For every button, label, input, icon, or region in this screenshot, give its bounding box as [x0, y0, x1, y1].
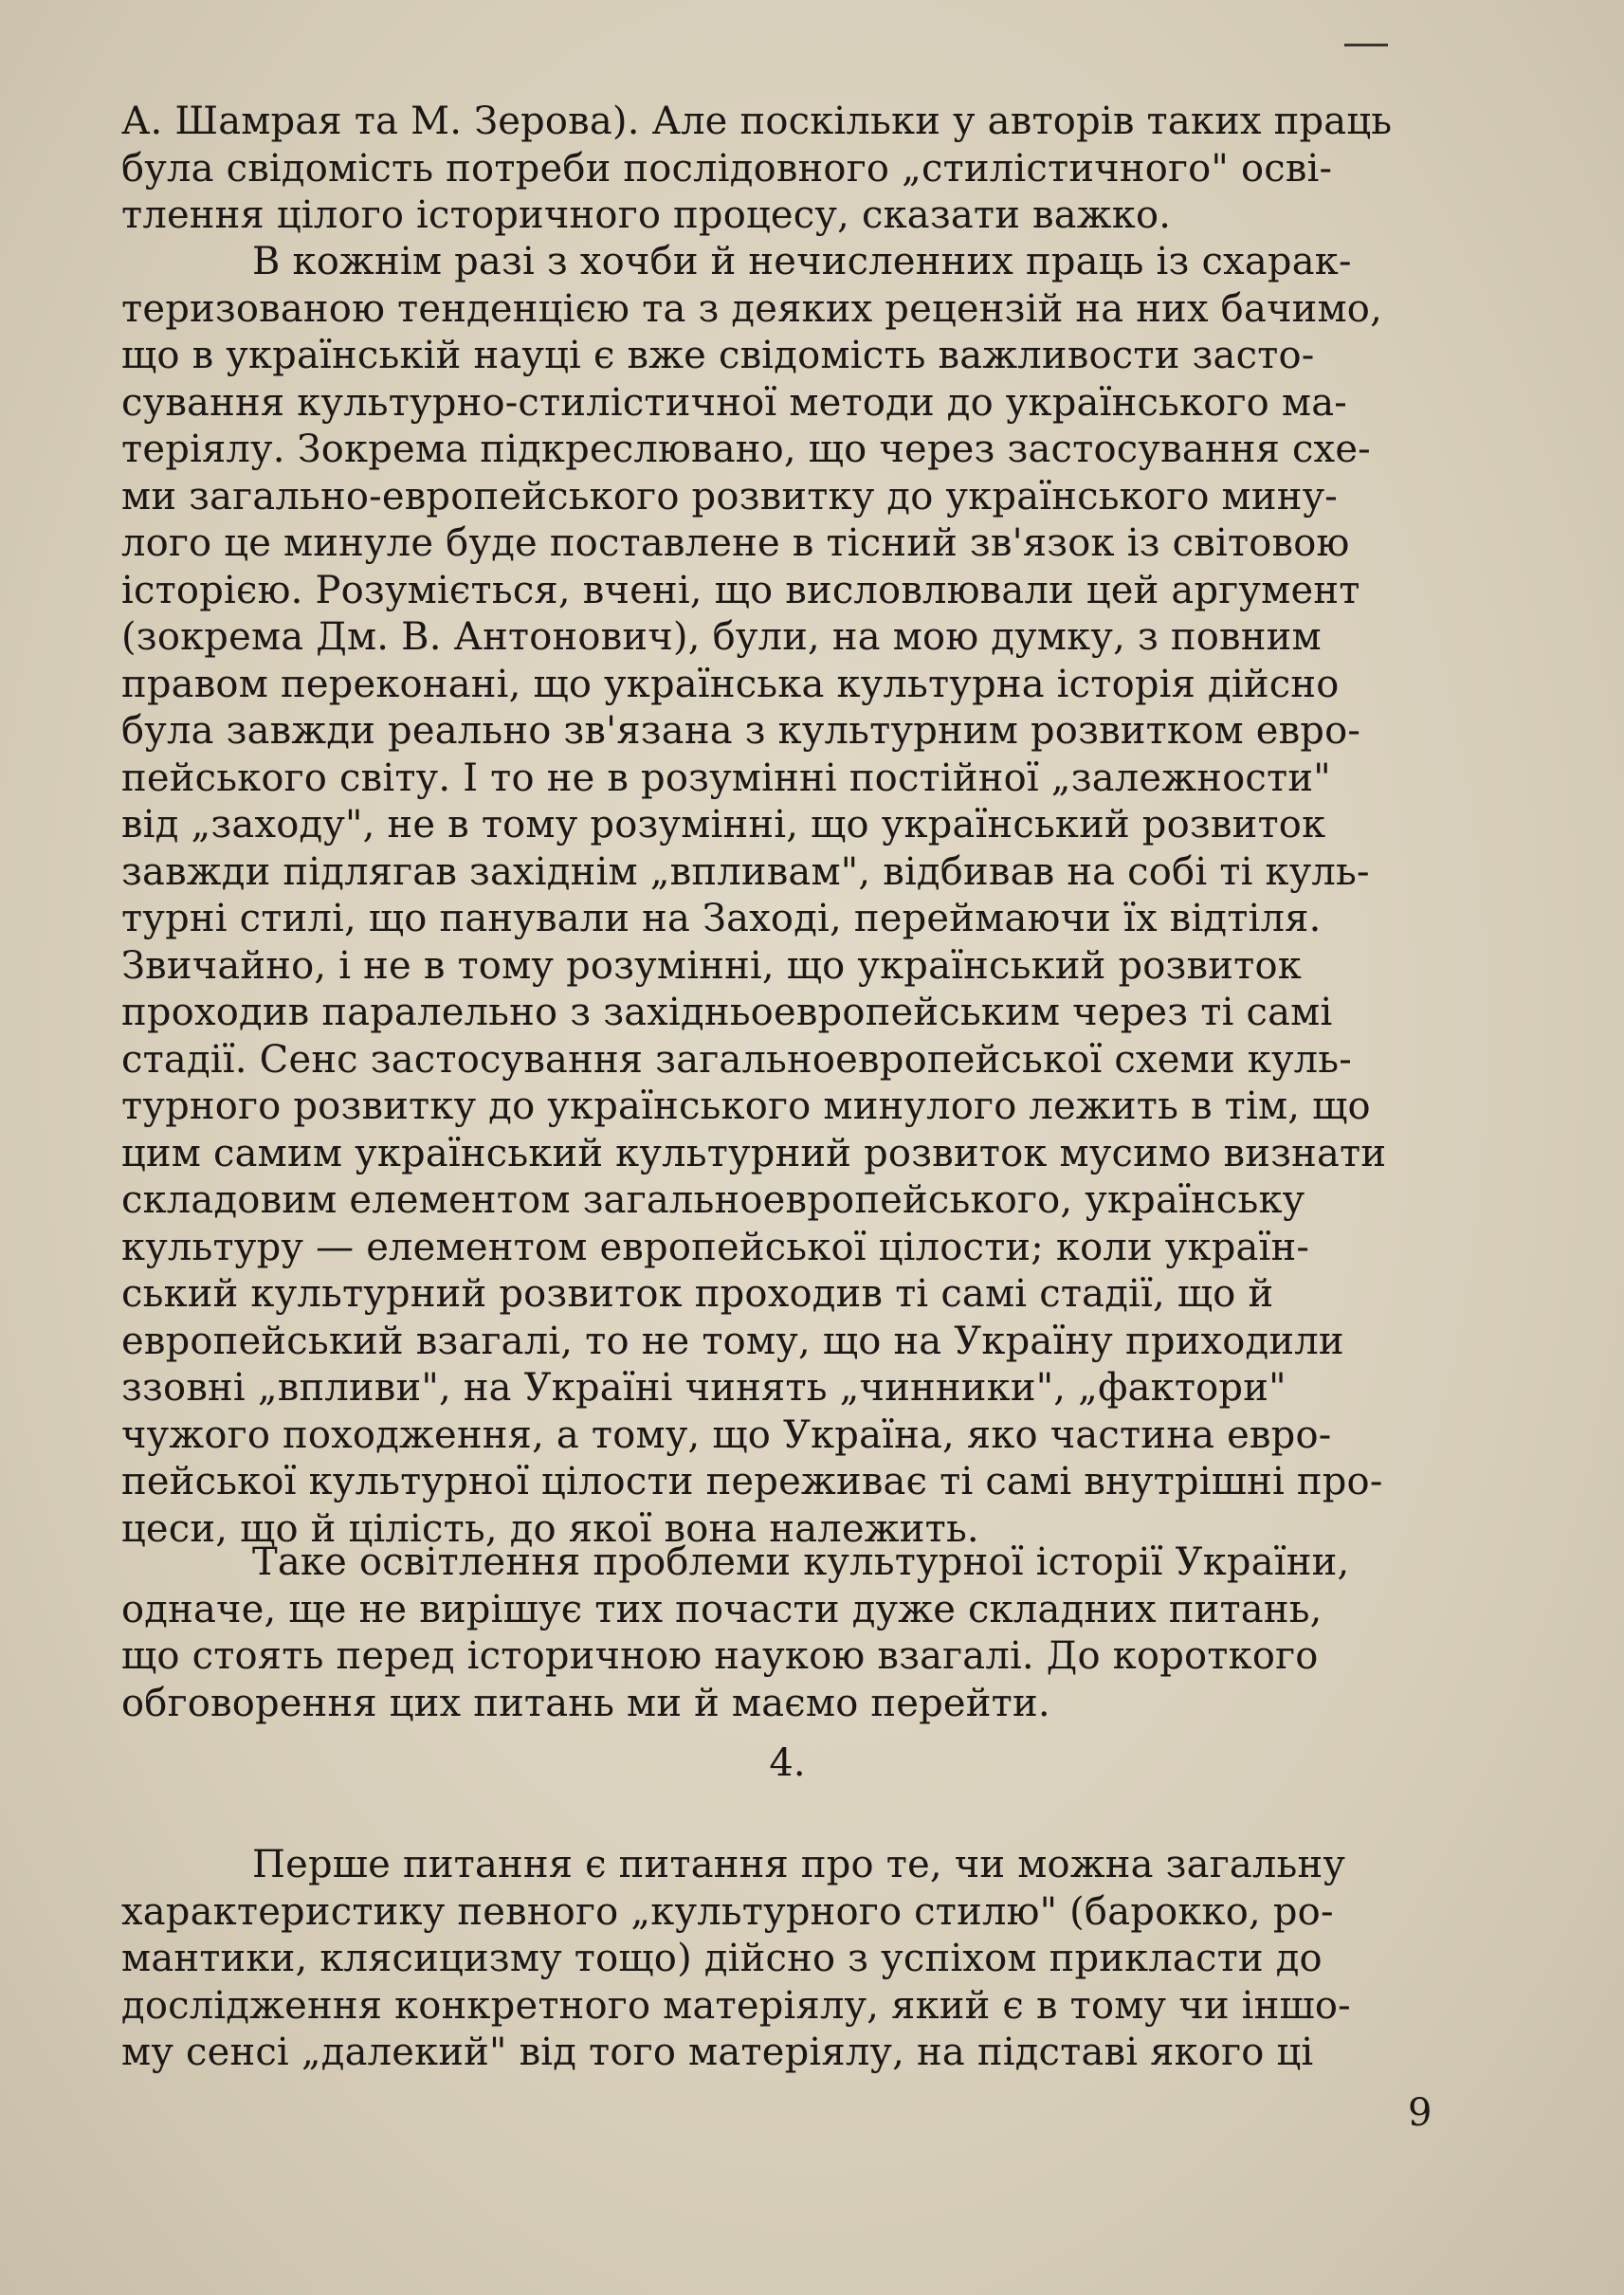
text-line: ми загально-европейського розвитку до українського мину-: [121, 474, 1339, 519]
text-line: тлення цілого історичного процесу, сказати важко.: [121, 193, 1172, 237]
text-line: европейський взагалі, то не тому, що на Україну приходили: [121, 1319, 1344, 1363]
text-line: обговорення цих питань ми й маємо перейти.: [121, 1681, 1050, 1725]
paragraph-3: [121, 1539, 1453, 1727]
text-line: чужого походження, а тому, що Україна, яко частина евро-: [121, 1412, 1332, 1457]
text-line: що в українській науці є вже свідомість важливости засто-: [121, 334, 1315, 377]
text-line: цеси, що й цілість, до якої вона належить.: [121, 1506, 979, 1551]
paragraph-2: [121, 239, 1453, 1553]
text-line: була завжди реально зв'язана з культурним розвитком евро-: [121, 709, 1361, 753]
text-line: А. Шамрая та М. Зерова). Але поскільки у авторів таких праць: [121, 100, 1393, 143]
text-line: му сенсі „далекий" від того матеріялу, на підставі якого ці: [121, 2031, 1314, 2074]
text-line: що стоять перед історичною наукою взагалі. До короткого: [121, 1634, 1319, 1678]
text-line: турного розвитку до українського минулого лежить в тім, що: [121, 1084, 1371, 1128]
corner-mark: [1344, 44, 1388, 46]
page-number: 9: [1408, 2091, 1432, 2135]
text-line: культуру — елементом европейської цілости; коли україн-: [121, 1225, 1310, 1269]
text-line: завжди підлягав західнім „впливам", відбивав на собі ті куль-: [121, 849, 1370, 894]
text-line: теризованою тенденцією та з деяких рецензій на них бачимо,: [121, 286, 1383, 331]
paragraph-1: [121, 99, 1453, 240]
text-line: (зокрема Дм. В. Антонович), були, на мою думку, з повним: [121, 615, 1322, 659]
text-line: одначе, ще не вирішує тих почасти дуже складних питань,: [121, 1587, 1323, 1631]
text-line: характеристику певного „культурного стилю" (барокко, ро-: [121, 1889, 1334, 1934]
text-line: турні стилі, що панували на Заході, переймаючи їх відтіля.: [121, 897, 1322, 940]
section-number: 4.: [769, 1741, 806, 1785]
text-line: від „заходу", не в тому розумінні, що український розвиток: [121, 803, 1326, 847]
text-line: ський культурний розвиток проходив ті самі стадії, що й: [121, 1272, 1274, 1316]
text-line: теріялу. Зокрема підкреслювано, що через застосування схе-: [121, 428, 1371, 471]
text-line: пейської культурної цілости переживає ті самі внутрішні про-: [121, 1460, 1383, 1503]
text-line: В кожнім разі з хочби й нечисленних праць із схарак-: [252, 240, 1352, 283]
text-line: сування культурно-стилістичної методи до українського ма-: [121, 380, 1347, 425]
text-line: Перше питання є питання про те, чи можна загальну: [252, 1843, 1346, 1886]
text-line: мантики, клясицизму тощо) дійсно з успіхом прикласти до: [121, 1937, 1323, 1980]
text-line: складовим елементом загальноевропейського, українську: [121, 1178, 1305, 1222]
text-line: пейського світу. І то не в розумінні постійної „залежности": [121, 756, 1331, 800]
text-line: цим самим український культурний розвиток мусимо визнати: [121, 1131, 1387, 1175]
text-line: лого це минуле буде поставлене в тісний зв'язок із світовою: [121, 521, 1350, 565]
text-line: проходив паралельно з західньоевропейським через ті самі: [121, 991, 1333, 1034]
paragraph-4: [121, 1842, 1453, 2077]
text-line: стадії. Сенс застосування загальноевропейської схеми куль-: [121, 1037, 1352, 1082]
text-line: ззовні „впливи", на Україні чинять „чинники", „фактори": [121, 1366, 1286, 1410]
text-line: Таке освітлення проблеми культурної історії України,: [252, 1540, 1350, 1584]
text-line: правом переконані, що українська культурна історія дійсно: [121, 662, 1340, 706]
text-line: була свідомість потреби послідовного „стилістичного" осві-: [121, 146, 1333, 191]
text-line: дослідження конкретного матеріялу, який є в тому чи іншо-: [121, 1983, 1351, 2028]
text-line: історією. Розуміється, вчені, що висловлювали цей аргумент: [121, 568, 1360, 612]
text-line: Звичайно, і не в тому розумінні, що український розвиток: [121, 943, 1302, 988]
